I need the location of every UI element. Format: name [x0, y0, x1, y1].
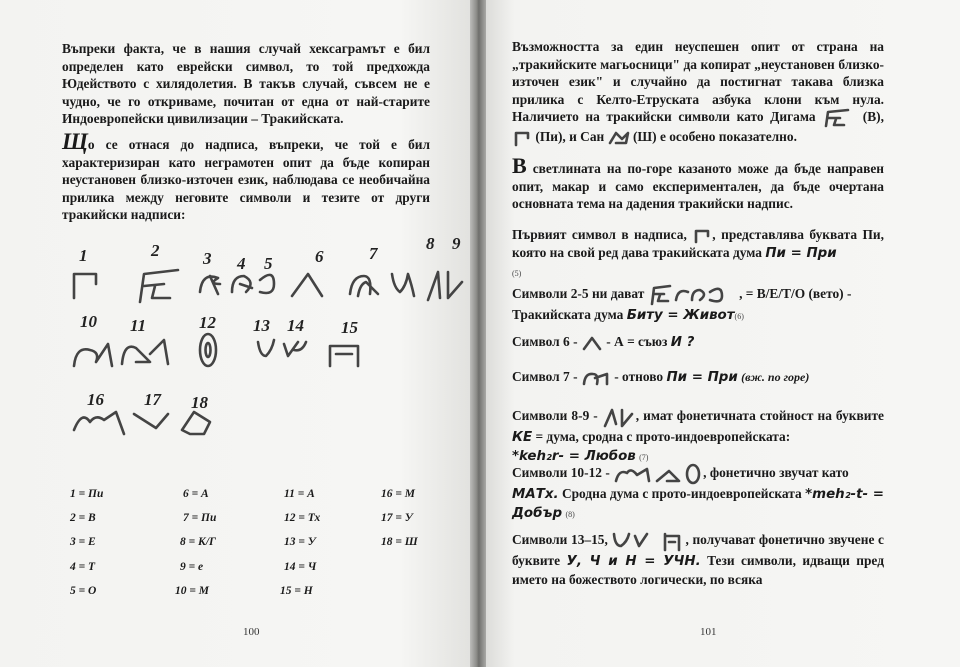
paragraph-text: , получават фонетично звучене с буквите: [512, 532, 884, 568]
paragraph-text: Възможността за един неуспешен опит от страна на „тракийските магьосници" да копират „неустановен близко-източен език" и случайно да постигнат такава близка прилика с Келто-Етруската азбука клони към нула. Наличието на тракийски символи като Дигама: [512, 39, 884, 125]
paragraph-text: (Пи), и Сан: [535, 129, 605, 145]
phonetic-value: У, Ч и Н = УЧН.: [566, 554, 701, 569]
phonetic-value: И ?: [670, 335, 695, 350]
paragraph-text: (Ш) е особено показателно.: [632, 129, 797, 145]
pi-glyph-icon: [512, 129, 532, 147]
legend-item: 14 = Ч: [284, 561, 317, 573]
symbols-10-12-glyph-icon: [613, 463, 703, 485]
right-paragraph-2: [512, 153, 884, 213]
paragraph-text: (В),: [862, 109, 884, 125]
paragraph-text: Символ 6 -: [512, 334, 578, 349]
symbols-2-5-line: [512, 284, 884, 326]
legend-item: 15 = Н: [280, 585, 313, 597]
paragraph-text: - А = съюз: [606, 334, 668, 349]
symbol-number: 3: [203, 249, 212, 268]
phonetic-value: МАТх.: [512, 487, 559, 502]
symbol-number: 14: [287, 316, 304, 335]
symbols-10-12-line: [512, 463, 884, 523]
symbol-number: 12: [199, 313, 216, 332]
symbol-number: 13: [253, 316, 270, 335]
symbol-7-glyph-icon: [581, 370, 611, 386]
paragraph-text: , представлява буквата Пи, която на свой ред дава тракийската дума: [512, 227, 884, 260]
legend-item: 3 = Е: [70, 536, 96, 548]
page-number: 100: [243, 626, 260, 638]
symbol-number: 18: [191, 393, 208, 412]
symbols-13-15-glyph-icon: [611, 530, 685, 552]
paragraph-text: Символи 2-5 ни дават: [512, 286, 645, 302]
legend-item: 1 = Пи: [70, 488, 104, 500]
phonetic-value: *meh₂-t- = Добър: [512, 487, 884, 521]
symbol-number: 10: [80, 312, 97, 331]
paragraph-text: - отново: [614, 369, 664, 384]
paragraph-text: Символи 8-9 -: [512, 408, 598, 424]
footnote-ref: (6): [734, 312, 744, 321]
paragraph-text: Символи 13–15,: [512, 532, 608, 548]
right-paragraph-1: [512, 38, 884, 147]
footnote-ref: (5): [512, 268, 522, 278]
phonetic-value: Пи = При: [666, 370, 738, 385]
phonetic-value: Пи = При: [765, 245, 837, 261]
phonetic-value: *keh₂r- = Любов: [512, 448, 636, 464]
symbol-number: 5: [264, 254, 273, 273]
symbol-7-line: [512, 368, 884, 387]
paragraph-text: Сродна дума с прото-индоевропейската: [561, 486, 802, 501]
footnote-ref: (8): [565, 509, 575, 519]
legend-item: 10 = М: [175, 585, 210, 597]
symbol-number: 2: [151, 241, 160, 260]
paragraph-text: (вж. по горе): [741, 370, 810, 384]
legend-item: 6 = А: [183, 488, 209, 500]
paragraph-text: Тракийската дума: [512, 307, 624, 322]
page-number: 101: [700, 626, 717, 638]
legend-item: 9 = е: [180, 561, 204, 573]
book-spine: [470, 0, 486, 667]
legend-item: 16 = М: [381, 488, 416, 500]
right-paragraph-3: [512, 226, 884, 282]
legend-item: 7 = Пи: [183, 512, 217, 524]
phonetic-value: КЕ: [512, 430, 533, 445]
paragraph-text: , фонетично звучат като: [703, 465, 849, 481]
paragraph-text: Символ 7 -: [512, 369, 578, 384]
symbol-number: 16: [87, 390, 104, 409]
symbol-number: 11: [130, 316, 147, 335]
legend-item: 12 = Тх: [284, 512, 321, 524]
digamma-glyph-icon: [822, 108, 856, 128]
paragraph-text: , имат фонетичната стойност на буквите: [635, 408, 884, 424]
symbols-2-5-glyph-icon: [648, 284, 736, 306]
symbol-number: 1: [79, 246, 88, 265]
paragraph-body: о се отнася до надписа, въпреки, че той е бил характеризиран като неграмотен опит да бъде копиран неустановен близко-източен език, наблюдава се необичайна прилика между неговите символи и тезите от други тракийски надписи:: [62, 137, 430, 223]
legend-item: 11 = А: [284, 488, 315, 500]
symbols-8-9-glyph-icon: [602, 406, 636, 428]
symbols-13-15-line: [512, 530, 884, 588]
thracian-inscription-glyphs: [60, 262, 470, 452]
legend-item: 13 = У: [284, 536, 316, 548]
symbol-number: 8: [426, 234, 435, 253]
legend-item: 5 = О: [70, 585, 97, 597]
paragraph-text: Тези символи, идващи пред името на божеството логически, по всяка: [512, 553, 884, 587]
symbol-6-glyph-icon: [581, 335, 603, 351]
paragraph-text: = дума, сродна с прото-индоевропейската:: [535, 429, 791, 444]
footnote-ref: (7): [639, 452, 649, 462]
legend-item: 4 = Т: [70, 561, 96, 573]
phonetic-value: Биту = Живот: [626, 308, 735, 323]
symbol-number: 9: [452, 234, 461, 253]
symbol-number: 6: [315, 247, 324, 266]
left-paragraph-1: Въпреки факта, че в нашия случай хексаграмът е бил определен като еврейски символ, то той предхожда Юдейството с хилядолетия. В такъв случай, съвсем не е чудно, че го откриваме, почитан от една от най-старите Индоевропейски цивилизации – Тракийската.: [62, 41, 430, 127]
legend-item: 2 = В: [70, 512, 96, 524]
drop-initial: В: [512, 153, 527, 178]
legend-item: 17 = У: [381, 512, 413, 524]
paragraph-body: светлината на по-горе казаното може да бъде направен опит, макар и само експериментален, да бъде очертана основната тема на дадения тракийски надпис.: [512, 161, 884, 212]
pi-glyph-icon: [692, 228, 712, 244]
legend-item: 8 = К/Г: [180, 536, 216, 548]
symbol-number: 4: [237, 254, 246, 273]
legend-item: 18 = Ш: [381, 536, 418, 548]
symbols-8-9-line: [512, 406, 884, 466]
drop-initial: Щ: [62, 129, 88, 154]
paragraph-text: Първият символ в надписа,: [512, 227, 687, 242]
san-glyph-icon: [608, 129, 630, 147]
symbol-number: 7: [369, 244, 378, 263]
paragraph-text: Символи 10-12 -: [512, 465, 610, 481]
symbol-number: 17: [144, 390, 161, 409]
symbol-6-line: [512, 333, 884, 352]
symbol-number: 15: [341, 318, 358, 337]
paragraph-text: , = В/Е/Т/О (вето) -: [739, 286, 852, 302]
left-paragraph-2: [62, 129, 430, 224]
